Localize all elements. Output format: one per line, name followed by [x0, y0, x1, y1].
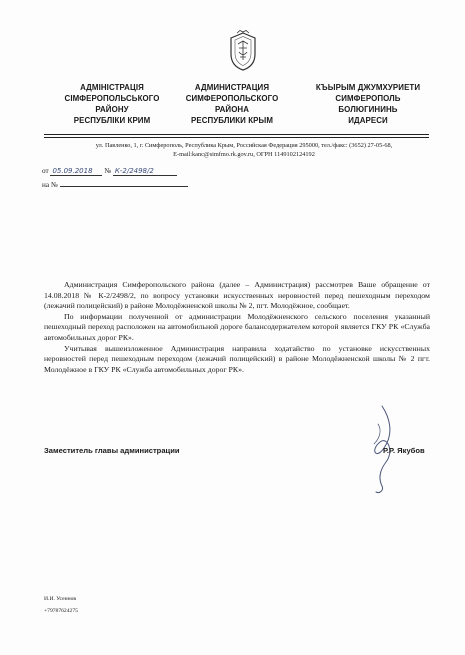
ref-number-label: №: [104, 167, 112, 175]
body-paragraph: По информации полученной от администрации Молодёжненского сельского поселения указанный пешеходный переход расположен на автомобильной дороге балансодержателем которой является ГКУ РК «Служба автомобильных дорог РК».: [44, 311, 430, 342]
header-ukrainian: [48, 82, 176, 126]
header-russian-line: РАЙОНА: [214, 105, 250, 114]
executor-phone: +79787624275: [44, 608, 78, 614]
contact-email-ogrn: E-mail:kanc@simfmo.rk.gov.ru, ОГРН 1149102124192: [173, 151, 315, 158]
header-crimean-tatar-line: БОЛЮГИНИНЬ: [338, 105, 398, 114]
header-russian-line: СИМФЕРОПОЛЬСКОГО: [185, 94, 279, 103]
header-ukrainian-line: СІМФЕРОПОЛЬСЬКОГО: [64, 94, 160, 103]
header-crimean-tatar: [304, 82, 432, 126]
coat-of-arms-emblem: [228, 30, 258, 72]
header-divider-thin: [44, 137, 429, 138]
ref-from-label: от: [42, 167, 49, 175]
incoming-reference: [42, 178, 188, 189]
contact-address: ул. Павленко, 1, г. Симферополь, Республика Крым, Российская Федерация 295000, тел./факс: (3652) 27-05-68,: [95, 142, 393, 149]
executor-name: И.И. Усеинов: [44, 596, 77, 602]
header-crimean-tatar-line: ИДАРЕСИ: [348, 116, 388, 125]
body-paragraph: Учитывая вышеизложенное Администрация направила ходатайство по установке искусственных неровностей перед пешеходным переходом (лежачий полицейский) в районе Молодёжненской школы № 2 пгт. Молодёжное в ГКУ РК «Служба автомобильных дорог РК».: [44, 343, 430, 374]
ref-number-field: [113, 167, 177, 176]
header-russian: [168, 82, 296, 126]
ref-number-value: К-2/2498/2: [114, 167, 154, 175]
ref-date-field: [50, 167, 102, 176]
header-ukrainian-line: РАЙОНУ: [95, 105, 129, 114]
header-russian-line: АДМИНИСТРАЦИЯ: [194, 83, 270, 92]
header-divider-thick: [44, 134, 429, 135]
header-ukrainian-line: РЕСПУБЛІКИ КРИМ: [73, 116, 151, 125]
outgoing-reference: [42, 167, 177, 176]
signer-name: Р.Р. Якубов: [383, 446, 425, 455]
header-crimean-tatar-line: КЪЫРЫМ ДЖУМХУРИЕТИ: [315, 83, 421, 92]
header-russian-line: РЕСПУБЛИКИ КРЫМ: [190, 116, 274, 125]
executor-info: [44, 593, 78, 617]
contact-info: [44, 141, 444, 159]
signer-position: Заместитель главы администрации: [44, 446, 180, 455]
ref-date-value: 05.09.2018: [52, 167, 93, 175]
header-ukrainian-line: АДМІНІСТРАЦІЯ: [80, 83, 144, 92]
ref-on-label: на №: [42, 181, 58, 189]
letter-body: [44, 280, 430, 375]
body-paragraph: Администрация Симферопольского района (далее – Администрация) рассмотрев Ваше обращение от 14.08.2018 № К-2/2498/2, по вопросу установки искусственных неровностей перед пешеходным переходом (лежачий полицейский) в районе Молодёжненской школы № 2, пгт. Молодёжное, сообщает.: [44, 280, 430, 311]
header-crimean-tatar-line: СИМФЕРОПОЛЬ: [335, 94, 401, 103]
ref-on-field: [60, 178, 188, 187]
